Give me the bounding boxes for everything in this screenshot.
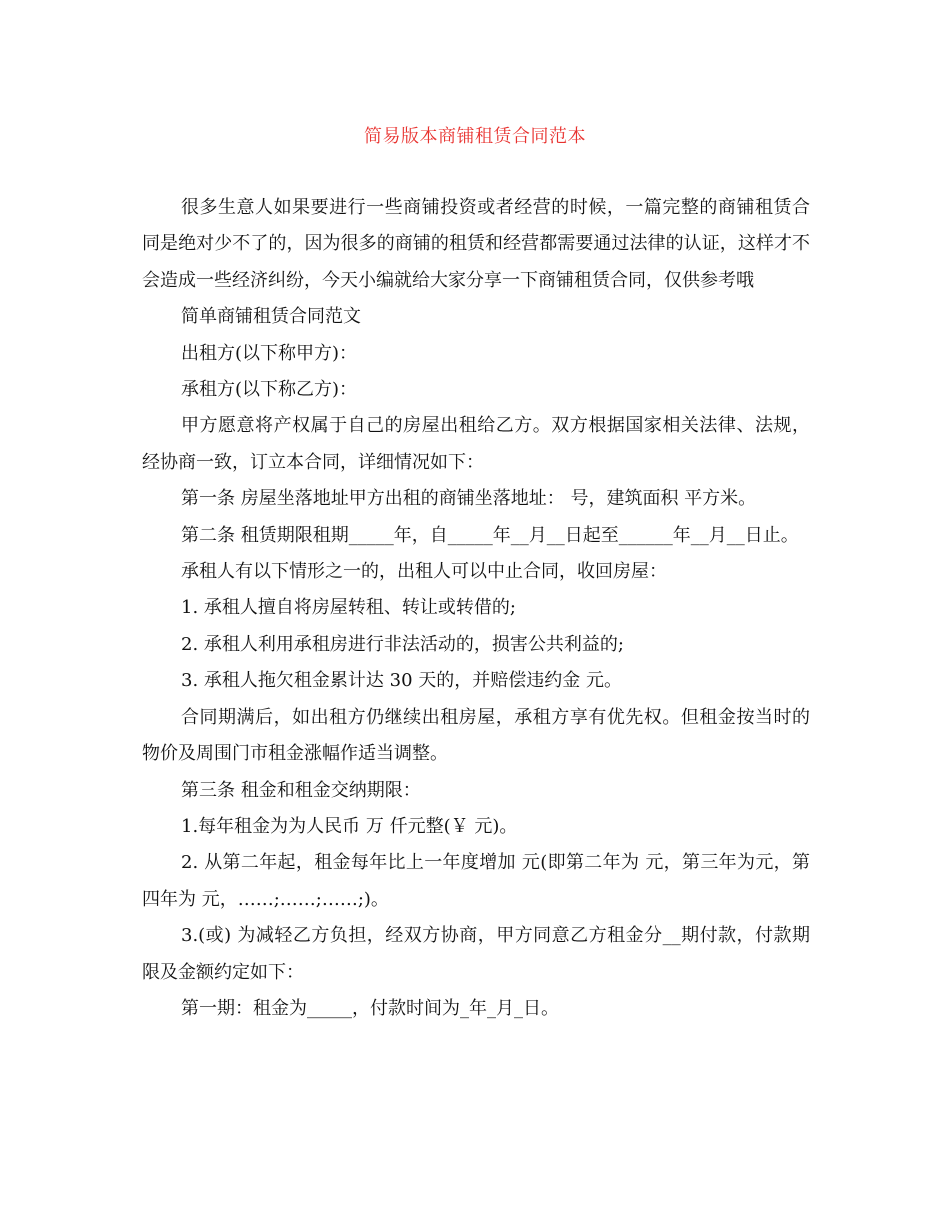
article-1: 第一条 房屋坐落地址甲方出租的商铺坐落地址： 号，建筑面积 平方米。 bbox=[181, 488, 757, 510]
installment-1: 第一期：租金为_____，付款时间为_年_月_日。 bbox=[181, 997, 559, 1019]
condition-1: 1. 承租人擅自将房屋转租、转让或转借的; bbox=[181, 597, 516, 619]
section-heading: 简单商铺租赁合同范文 bbox=[181, 306, 361, 328]
rent-item-1: 1.每年租金为为人民币 万 仟元整(￥ 元)。 bbox=[181, 815, 518, 837]
intro-paragraph: 很多生意人如果要进行一些商铺投资或者经营的时候，一篇完整的商铺租赁合同是绝对少不了的，因为很多的商铺的租赁和经营都需要通过法律的认证，这样才不会造成一些经济纠纷，今天小编就给大家分享一下商铺租赁合同，仅供参考哦 bbox=[142, 197, 810, 291]
article-3: 第三条 租金和租金交纳期限： bbox=[181, 779, 421, 801]
rent-item-2: 2. 从第二年起，租金每年比上一年度增加 元(即第二年为 元，第三年为元，第四年为 元，……;……;……;)。 bbox=[142, 852, 810, 910]
lessor-line: 出租方(以下称甲方)： bbox=[181, 342, 358, 364]
condition-2: 2. 承租人利用承租房进行非法活动的，损害公共利益的; bbox=[181, 633, 624, 655]
lessee-line: 承租方(以下称乙方)： bbox=[181, 379, 358, 401]
document-body bbox=[142, 190, 810, 1027]
article-2: 第二条 租赁期限租期_____年，自_____年__月__日起至______年__月__日止。 bbox=[181, 524, 799, 546]
agreement-preamble: 甲方愿意将产权属于自己的房屋出租给乙方。双方根据国家相关法律、法规，经协商一致，订立本合同，详细情况如下： bbox=[142, 415, 810, 473]
rent-item-3: 3.(或) 为减轻乙方负担，经双方协商，甲方同意乙方租金分__期付款，付款期限及金额约定如下： bbox=[142, 925, 810, 983]
condition-3: 3. 承租人拖欠租金累计达 30 天的，并赔偿违约金 元。 bbox=[181, 670, 622, 692]
document-title: 简易版本商铺租赁合同范本 bbox=[364, 126, 586, 147]
termination-conditions: 承租人有以下情形之一的，出租人可以中止合同，收回房屋： bbox=[181, 561, 667, 583]
renewal-clause: 合同期满后，如出租方仍继续出租房屋，承租方享有优先权。但租金按当时的物价及周围门市租金涨幅作适当调整。 bbox=[142, 706, 810, 765]
